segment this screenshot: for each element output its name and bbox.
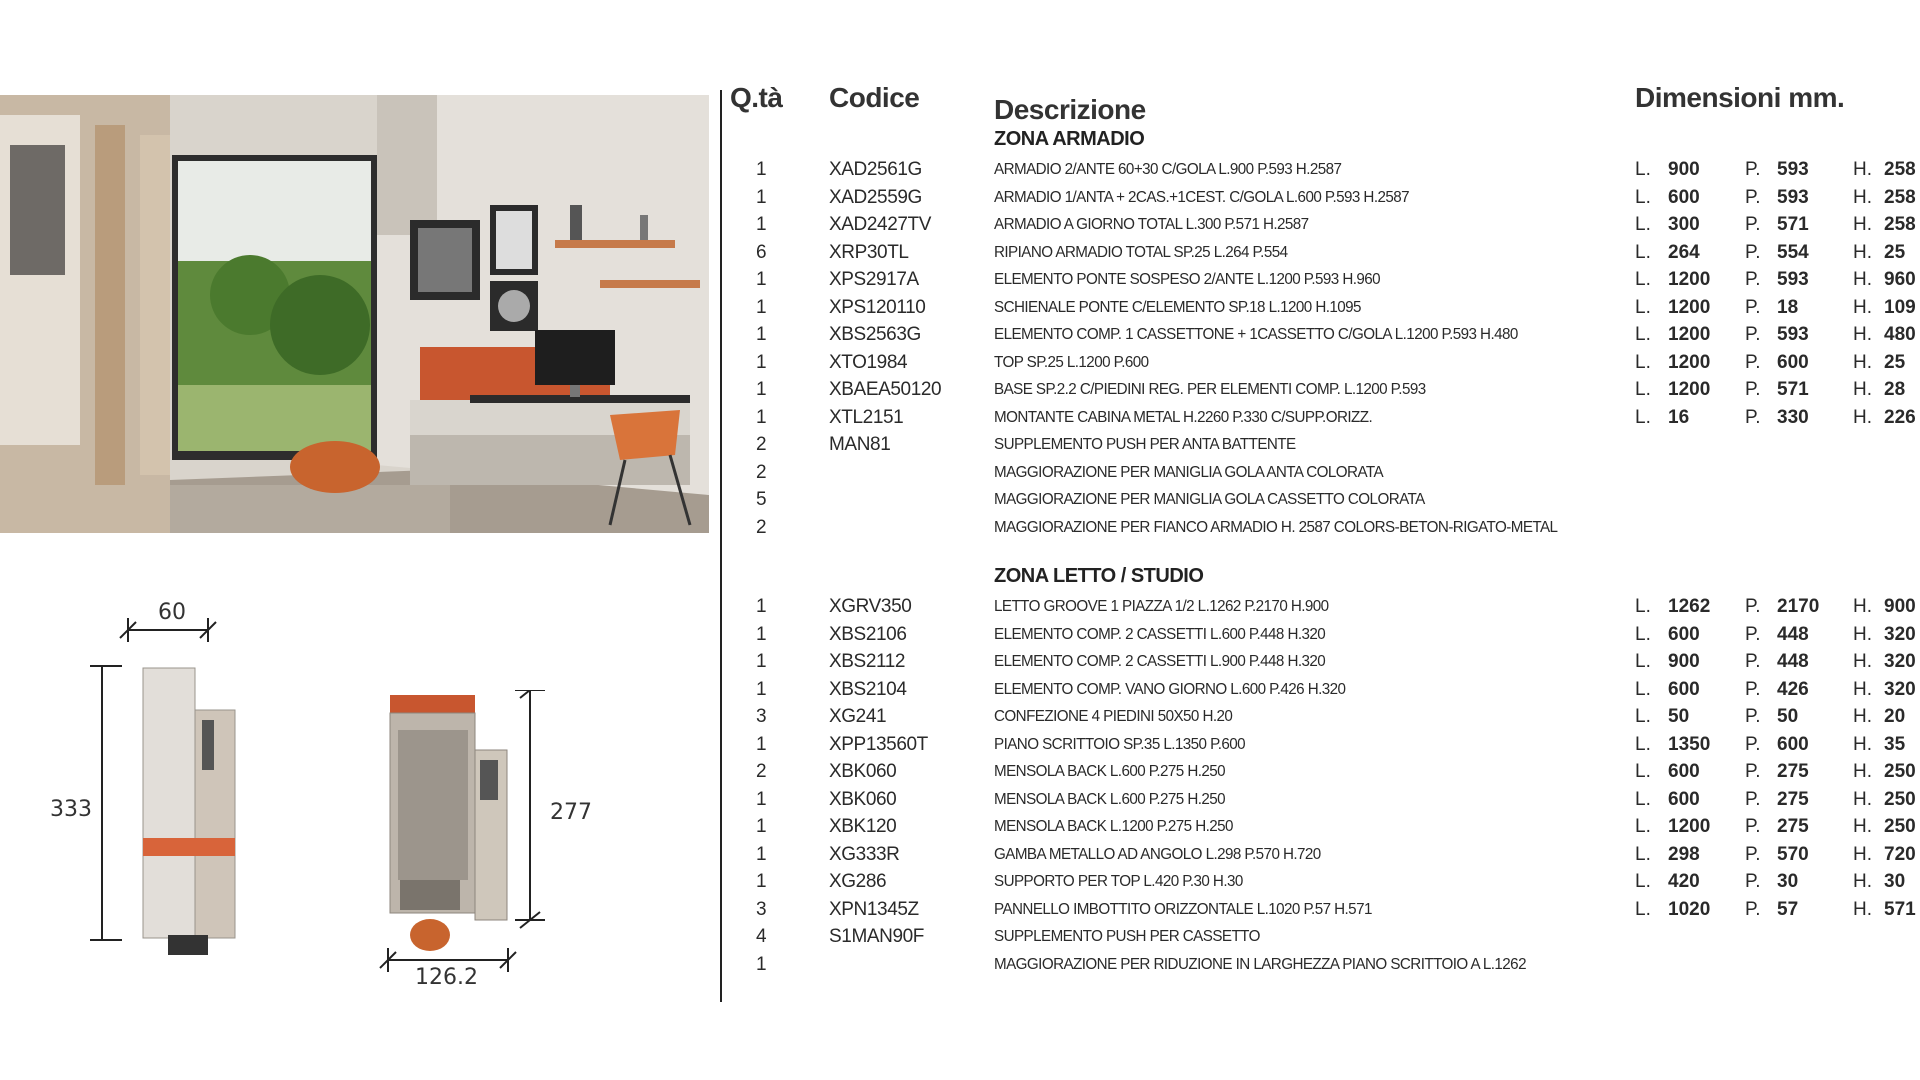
cell-prefix-l: L. [1635,596,1651,617]
cell-prefix-p: P. [1745,296,1761,318]
cell-description: ARMADIO 1/ANTA + 2CAS.+1CEST. C/GOLA L.600 P.593 H.2587 [994,188,1410,206]
cell-prefix-l: L. [1635,379,1651,400]
cell-height-value: 900 [1884,596,1916,617]
table-row [0,758,1920,786]
table-row [0,621,1920,649]
cell-description: MENSOLA BACK L.1200 P.275 H.250 [994,818,1233,835]
cell-description: LETTO GROOVE 1 PIAZZA 1/2 L.1262 P.2170 H.900 [994,598,1329,615]
cell-depth-value: 571 [1777,379,1809,400]
cell-qty: 6 [756,241,767,263]
cell-prefix-p: P. [1745,406,1761,428]
zone-title-letto-studio: ZONA LETTO / STUDIO [994,565,1204,587]
cell-qty: 1 [756,651,767,672]
header-dimensions: Dimensioni mm. [1635,82,1845,113]
cell-width-value: 1200 [1668,379,1711,400]
cell-prefix-h: H. [1853,596,1872,617]
cell-description: MENSOLA BACK L.600 P.275 H.250 [994,763,1226,780]
table-row [0,868,1920,896]
table-row [0,514,1920,542]
cell-prefix-p: P. [1745,843,1761,865]
table-row [0,813,1920,841]
cell-prefix-l: L. [1635,733,1651,755]
cell-prefix-h: H. [1853,651,1872,672]
cell-prefix-l: L. [1635,678,1651,700]
cell-height-value: 258 [1884,214,1916,235]
cell-prefix-h: H. [1853,623,1872,645]
cell-width-value: 1200 [1668,324,1711,345]
cell-prefix-p: P. [1745,186,1761,208]
cell-width-value: 1350 [1668,733,1711,755]
cell-description: CONFEZIONE 4 PIEDINI 50X50 H.20 [994,708,1233,725]
cell-qty: 1 [756,186,767,208]
cell-code: XPS120110 [829,296,926,318]
cell-prefix-h: H. [1853,843,1872,865]
cell-description: ELEMENTO COMP. 2 CASSETTI L.900 P.448 H.320 [994,653,1326,670]
cell-prefix-p: P. [1745,816,1761,837]
cell-qty: 1 [756,843,767,865]
table-row [0,593,1920,621]
cell-qty: 1 [756,406,767,428]
cell-width-value: 16 [1668,406,1690,428]
cell-height-value: 28 [1884,379,1906,400]
cell-height-value: 720 [1884,843,1916,865]
cell-prefix-p: P. [1745,351,1761,373]
cell-depth-value: 30 [1777,871,1799,892]
cell-height-value: 258 [1884,186,1916,208]
cell-height-value: 258 [1884,159,1916,180]
cell-depth-value: 18 [1777,296,1799,318]
cell-prefix-h: H. [1853,241,1872,263]
cell-qty: 1 [756,159,767,180]
table-row [0,211,1920,239]
cell-qty: 1 [756,816,767,837]
cell-description: SCHIENALE PONTE C/ELEMENTO SP.18 L.1200 H.1095 [994,298,1361,316]
cell-code: XAD2561G [829,159,922,180]
cell-prefix-l: L. [1635,843,1651,865]
cell-code: XPN1345Z [829,898,919,920]
cell-prefix-h: H. [1853,324,1872,345]
table-row [0,786,1920,814]
cell-prefix-p: P. [1745,761,1761,782]
cell-code: XPS2917A [829,269,919,290]
cell-prefix-p: P. [1745,898,1761,920]
cell-qty: 2 [756,516,767,538]
table-row [0,184,1920,212]
cell-height-value: 20 [1884,706,1906,727]
cell-prefix-l: L. [1635,623,1651,645]
cell-code: XG286 [829,871,887,892]
table-row [0,896,1920,924]
cell-width-value: 600 [1668,761,1700,782]
cell-depth-value: 600 [1777,351,1809,373]
cell-description: ELEMENTO COMP. 2 CASSETTI L.600 P.448 H.320 [994,625,1326,643]
cell-description: SUPPLEMENTO PUSH PER CASSETTO [994,928,1260,945]
cell-depth-value: 448 [1777,623,1809,645]
cell-description: RIPIANO ARMADIO TOTAL SP.25 L.264 P.554 [994,243,1288,261]
cell-prefix-l: L. [1635,898,1651,920]
cell-prefix-h: H. [1853,214,1872,235]
table-row [0,321,1920,349]
cell-width-value: 600 [1668,678,1700,700]
cell-qty: 1 [756,623,767,645]
cell-qty: 1 [756,596,767,617]
cell-description: ELEMENTO PONTE SOSPESO 2/ANTE L.1200 P.593 H.960 [994,271,1381,288]
cell-prefix-p: P. [1745,241,1761,263]
cell-prefix-p: P. [1745,324,1761,345]
cell-qty: 4 [756,926,767,947]
cell-qty: 1 [756,214,767,235]
cell-description: ARMADIO 2/ANTE 60+30 C/GOLA L.900 P.593 H.2587 [994,161,1342,178]
cell-prefix-p: P. [1745,871,1761,892]
cell-height-value: 320 [1884,623,1916,645]
cell-description: MONTANTE CABINA METAL H.2260 P.330 C/SUPP.ORIZZ. [994,408,1373,426]
cell-description: TOP SP.25 L.1200 P.600 [994,353,1149,371]
cell-prefix-p: P. [1745,159,1761,180]
table-row [0,703,1920,731]
table-row [0,266,1920,294]
cell-qty: 2 [756,761,767,782]
cell-qty: 1 [756,296,767,318]
cell-code: XRP30TL [829,241,909,263]
cell-prefix-l: L. [1635,296,1651,318]
plan-left-width: 60 [158,600,186,625]
cell-prefix-l: L. [1635,159,1651,180]
cell-depth-value: 600 [1777,733,1809,755]
cell-qty: 1 [756,269,767,290]
cell-qty: 5 [756,489,767,510]
cell-qty: 3 [756,706,767,727]
cell-code: XBS2106 [829,623,907,645]
cell-code: XAD2559G [829,186,922,208]
cell-depth-value: 426 [1777,678,1809,700]
cell-depth-value: 570 [1777,843,1809,865]
cell-height-value: 480 [1884,324,1916,345]
cell-width-value: 1200 [1668,269,1711,290]
cell-qty: 2 [756,461,767,483]
cell-code: XPP13560T [829,733,928,755]
cell-prefix-h: H. [1853,706,1872,727]
cell-prefix-l: L. [1635,269,1651,290]
cell-code: XBK120 [829,816,897,837]
cell-qty: 3 [756,898,767,920]
cell-height-value: 109 [1884,296,1916,318]
cell-prefix-h: H. [1853,296,1872,318]
cell-prefix-h: H. [1853,733,1872,755]
cell-width-value: 300 [1668,214,1700,235]
table-row [0,923,1920,951]
cell-code: XTL2151 [829,406,904,428]
table-row [0,731,1920,759]
cell-depth-value: 275 [1777,816,1809,837]
cell-depth-value: 593 [1777,324,1809,345]
cell-description: MAGGIORAZIONE PER MANIGLIA GOLA CASSETTO COLORATA [994,491,1425,508]
cell-qty: 1 [756,351,767,373]
cell-height-value: 960 [1884,269,1916,290]
cell-depth-value: 50 [1777,706,1799,727]
cell-description: MAGGIORAZIONE PER FIANCO ARMADIO H. 2587 COLORS-BETON-RIGATO-METAL [994,518,1558,536]
cell-height-value: 571 [1884,898,1916,920]
cell-prefix-p: P. [1745,269,1761,290]
cell-qty: 1 [756,324,767,345]
table-row [0,431,1920,459]
cell-prefix-h: H. [1853,406,1872,428]
cell-code: XBS2104 [829,678,907,700]
header-qty: Q.tà [730,82,783,113]
cell-width-value: 900 [1668,651,1700,672]
cell-description: MAGGIORAZIONE PER MANIGLIA GOLA ANTA COLORATA [994,463,1384,481]
cell-description: PANNELLO IMBOTTITO ORIZZONTALE L.1020 P.57 H.571 [994,900,1372,918]
cell-code: XTO1984 [829,351,908,373]
cell-width-value: 1200 [1668,296,1711,318]
cell-prefix-h: H. [1853,351,1872,373]
cell-description: ELEMENTO COMP. VANO GIORNO L.600 P.426 H.320 [994,680,1346,698]
cell-width-value: 1262 [1668,596,1711,617]
table-row [0,841,1920,869]
cell-prefix-h: H. [1853,269,1872,290]
cell-width-value: 50 [1668,706,1690,727]
cell-description: ARMADIO A GIORNO TOTAL L.300 P.571 H.2587 [994,216,1309,233]
cell-depth-value: 57 [1777,898,1799,920]
plan-left-height: 333 [50,797,92,822]
cell-prefix-p: P. [1745,651,1761,672]
cell-height-value: 320 [1884,678,1916,700]
cell-description: PIANO SCRITTOIO SP.35 L.1350 P.600 [994,735,1245,753]
table-row [0,294,1920,322]
cell-depth-value: 448 [1777,651,1809,672]
plan-right-height: 277 [550,800,592,825]
cell-qty: 2 [756,434,767,455]
cell-height-value: 250 [1884,761,1916,782]
cell-prefix-p: P. [1745,379,1761,400]
table-row [0,676,1920,704]
table-row [0,951,1920,979]
cell-prefix-l: L. [1635,761,1651,782]
cell-prefix-p: P. [1745,678,1761,700]
cell-prefix-h: H. [1853,898,1872,920]
table-row [0,376,1920,404]
cell-qty: 1 [756,953,767,975]
cell-width-value: 600 [1668,788,1700,810]
cell-code: XBS2563G [829,324,921,345]
cell-prefix-h: H. [1853,159,1872,180]
cell-prefix-l: L. [1635,816,1651,837]
cell-width-value: 600 [1668,186,1700,208]
cell-description: SUPPLEMENTO PUSH PER ANTA BATTENTE [994,436,1296,453]
cell-prefix-l: L. [1635,351,1651,373]
cell-code: XBAEA50120 [829,379,942,400]
table-row [0,648,1920,676]
cell-prefix-l: L. [1635,788,1651,810]
cell-width-value: 1200 [1668,351,1711,373]
cell-depth-value: 554 [1777,241,1809,263]
cell-width-value: 298 [1668,843,1700,865]
cell-width-value: 1200 [1668,816,1711,837]
cell-description: MAGGIORAZIONE PER RIDUZIONE IN LARGHEZZA PIANO SCRITTOIO A L.1262 [994,955,1526,973]
cell-prefix-h: H. [1853,761,1872,782]
cell-height-value: 250 [1884,788,1916,810]
cell-prefix-p: P. [1745,623,1761,645]
table-row [0,349,1920,377]
cell-prefix-l: L. [1635,651,1651,672]
cell-height-value: 226 [1884,406,1916,428]
cell-prefix-l: L. [1635,871,1651,892]
cell-width-value: 600 [1668,623,1700,645]
cell-height-value: 320 [1884,651,1916,672]
cell-code: S1MAN90F [829,926,925,947]
cell-height-value: 30 [1884,871,1906,892]
cell-depth-value: 275 [1777,788,1809,810]
cell-prefix-h: H. [1853,816,1872,837]
table-row [0,459,1920,487]
table-row [0,486,1920,514]
cell-description: MENSOLA BACK L.600 P.275 H.250 [994,790,1226,808]
cell-description: SUPPORTO PER TOP L.420 P.30 H.30 [994,873,1243,890]
cell-height-value: 35 [1884,733,1906,755]
cell-depth-value: 2170 [1777,596,1820,617]
cell-depth-value: 593 [1777,186,1809,208]
cell-prefix-l: L. [1635,324,1651,345]
cell-description: ELEMENTO COMP. 1 CASSETTONE + 1CASSETTO C/GOLA L.1200 P.593 H.480 [994,326,1518,343]
cell-code: XBK060 [829,761,897,782]
zone-title-armadio: ZONA ARMADIO [994,128,1145,150]
cell-qty: 1 [756,379,767,400]
cell-code: XBK060 [829,788,897,810]
cell-prefix-p: P. [1745,733,1761,755]
cell-qty: 1 [756,678,767,700]
cell-description: GAMBA METALLO AD ANGOLO L.298 P.570 H.720 [994,845,1321,863]
table-row [0,239,1920,267]
cell-depth-value: 330 [1777,406,1809,428]
cell-prefix-l: L. [1635,241,1651,263]
cell-prefix-p: P. [1745,596,1761,617]
cell-prefix-l: L. [1635,214,1651,235]
cell-depth-value: 593 [1777,269,1809,290]
cell-prefix-l: L. [1635,406,1651,428]
cell-prefix-h: H. [1853,871,1872,892]
cell-prefix-p: P. [1745,214,1761,235]
cell-code: XBS2112 [829,651,906,672]
header-description: Descrizione [994,94,1146,125]
cell-depth-value: 571 [1777,214,1809,235]
plan-right-width: 126.2 [415,965,478,990]
cell-prefix-p: P. [1745,706,1761,727]
cell-prefix-l: L. [1635,186,1651,208]
cell-qty: 1 [756,871,767,892]
cell-code: MAN81 [829,434,891,455]
cell-code: XAD2427TV [829,214,932,235]
cell-depth-value: 593 [1777,159,1809,180]
cell-qty: 1 [756,733,767,755]
cell-description: BASE SP.2.2 C/PIEDINI REG. PER ELEMENTI COMP. L.1200 P.593 [994,381,1426,398]
cell-prefix-h: H. [1853,186,1872,208]
cell-prefix-p: P. [1745,788,1761,810]
cell-code: XG241 [829,706,887,727]
cell-width-value: 900 [1668,159,1700,180]
cell-prefix-h: H. [1853,678,1872,700]
cell-prefix-h: H. [1853,379,1872,400]
table-row [0,156,1920,184]
cell-code: XG333R [829,843,900,865]
cell-height-value: 250 [1884,816,1916,837]
cell-width-value: 420 [1668,871,1700,892]
cell-qty: 1 [756,788,767,810]
cell-width-value: 1020 [1668,898,1711,920]
cell-code: XGRV350 [829,596,912,617]
cell-prefix-h: H. [1853,788,1872,810]
cell-width-value: 264 [1668,241,1700,263]
cell-height-value: 25 [1884,241,1906,263]
cell-height-value: 25 [1884,351,1906,373]
cell-depth-value: 275 [1777,761,1809,782]
header-code: Codice [829,82,920,113]
cell-prefix-l: L. [1635,706,1651,727]
table-row [0,404,1920,432]
